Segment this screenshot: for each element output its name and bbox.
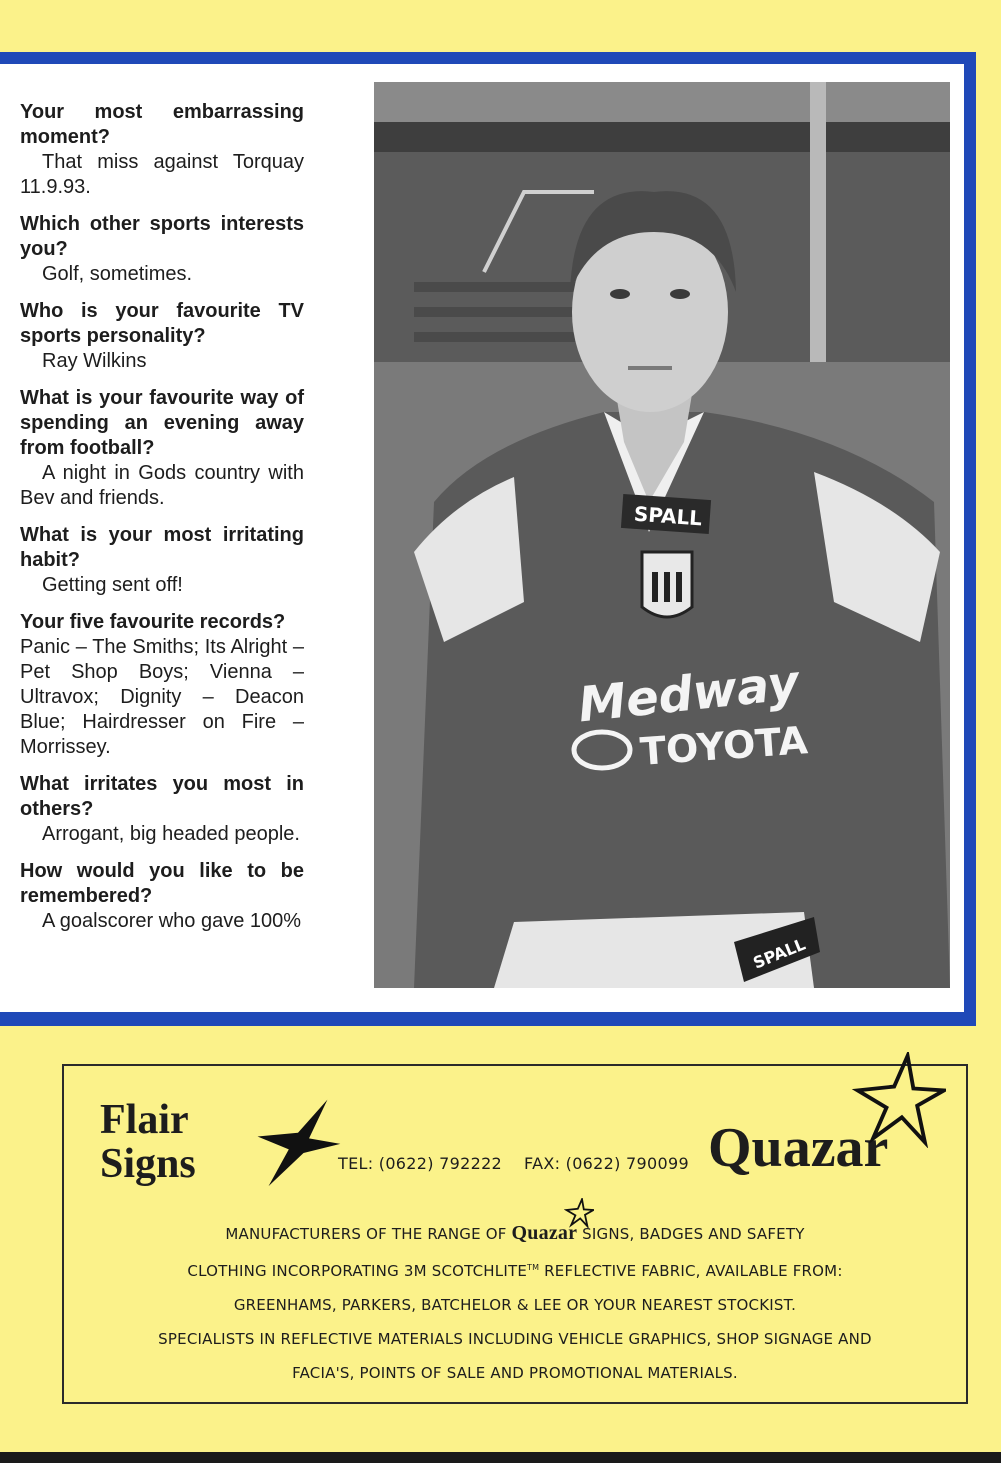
- question: Who is your favourite TV sports personality?: [20, 300, 304, 347]
- star-outline-icon: [850, 1052, 946, 1148]
- star-outline-icon: [564, 1198, 594, 1228]
- question: What is your most irritating habit?: [20, 524, 304, 571]
- flair-logo-line1: Flair: [100, 1097, 189, 1143]
- question: What irritates you most in others?: [20, 773, 304, 820]
- qa-item: [20, 772, 304, 847]
- qa-item: [20, 212, 304, 287]
- qa-item: [20, 859, 304, 934]
- ad-text: REFLECTIVE FABRIC, AVAILABLE FROM:: [539, 1262, 843, 1280]
- qa-item: [20, 523, 304, 598]
- ad-text: SIGNS, BADGES AND SAFETY: [577, 1225, 805, 1243]
- ad-line: [64, 1216, 966, 1251]
- answer: Getting sent off!: [42, 574, 183, 596]
- contact-line: [338, 1154, 711, 1173]
- top-band: [0, 0, 1001, 52]
- ad-line: GREENHAMS, PARKERS, BATCHELOR & LEE OR YOUR NEAREST STOCKIST.: [233, 1296, 797, 1314]
- flair-signs-logo: [100, 1098, 196, 1186]
- qa-item: [20, 299, 304, 374]
- shirt-sponsor-toyota: TOYOTA: [638, 718, 810, 774]
- question: What is your favourite way of spending an evening away from football?: [20, 387, 304, 459]
- answer: A goalscorer who gave 100%: [42, 910, 302, 932]
- ad-line: FACIA'S, POINTS OF SALE AND PROMOTIONAL MATERIALS.: [292, 1364, 738, 1382]
- question: Your most embarrassing moment?: [20, 101, 304, 148]
- ad-line: SPECIALISTS IN REFLECTIVE MATERIALS INCLUDING VEHICLE GRAPHICS, SHOP SIGNAGE AND: [158, 1330, 872, 1348]
- star-icon: [252, 1096, 344, 1188]
- qa-item: [20, 386, 304, 511]
- answer: Golf, sometimes.: [42, 263, 193, 285]
- bottom-edge: [0, 1452, 1001, 1463]
- qa-column: [20, 100, 304, 946]
- telephone: TEL: (0622) 792222: [338, 1154, 503, 1173]
- question: Your five favourite records?: [20, 611, 286, 633]
- advertisement: [62, 1064, 968, 1404]
- answer: Ray Wilkins: [42, 350, 147, 372]
- trademark: TM: [527, 1263, 540, 1272]
- ad-copy: [64, 1216, 966, 1390]
- shorts-brand: SPALL: [750, 934, 809, 973]
- fax: FAX: (0622) 790099: [524, 1154, 689, 1173]
- shirt-sponsor-medway: Medway: [575, 654, 802, 734]
- question: Which other sports interests you?: [20, 213, 304, 260]
- player-photo: [374, 82, 950, 988]
- ad-line: [64, 1251, 966, 1288]
- ad-text: MANUFACTURERS OF THE RANGE OF: [225, 1225, 512, 1243]
- answer: A night in Gods country with Bev and friends.: [20, 462, 304, 509]
- inline-quazar-brand: [512, 1222, 578, 1244]
- answer: Panic – The Smiths; Its Alright – Pet Shop Boys; Vienna – Ultravox; Dignity – Deacon Blue; Hairdresser on Fire – Morrissey.: [20, 636, 304, 758]
- shirt-collar-brand: SPALL: [633, 501, 703, 531]
- flair-logo-line2: Signs: [100, 1141, 196, 1187]
- qa-item: [20, 610, 304, 760]
- player-photo-illustration: [374, 82, 950, 988]
- quazar-logo: Quazar: [708, 1117, 889, 1179]
- inline-quazar-text: Quazar: [511, 1222, 578, 1244]
- ad-text: CLOTHING INCORPORATING 3M SCOTCHLITE: [187, 1262, 528, 1280]
- answer: Arrogant, big headed people.: [42, 823, 300, 845]
- question: How would you like to be remembered?: [20, 860, 304, 907]
- answer: That miss against Torquay 11.9.93.: [20, 151, 304, 198]
- qa-item: [20, 100, 304, 200]
